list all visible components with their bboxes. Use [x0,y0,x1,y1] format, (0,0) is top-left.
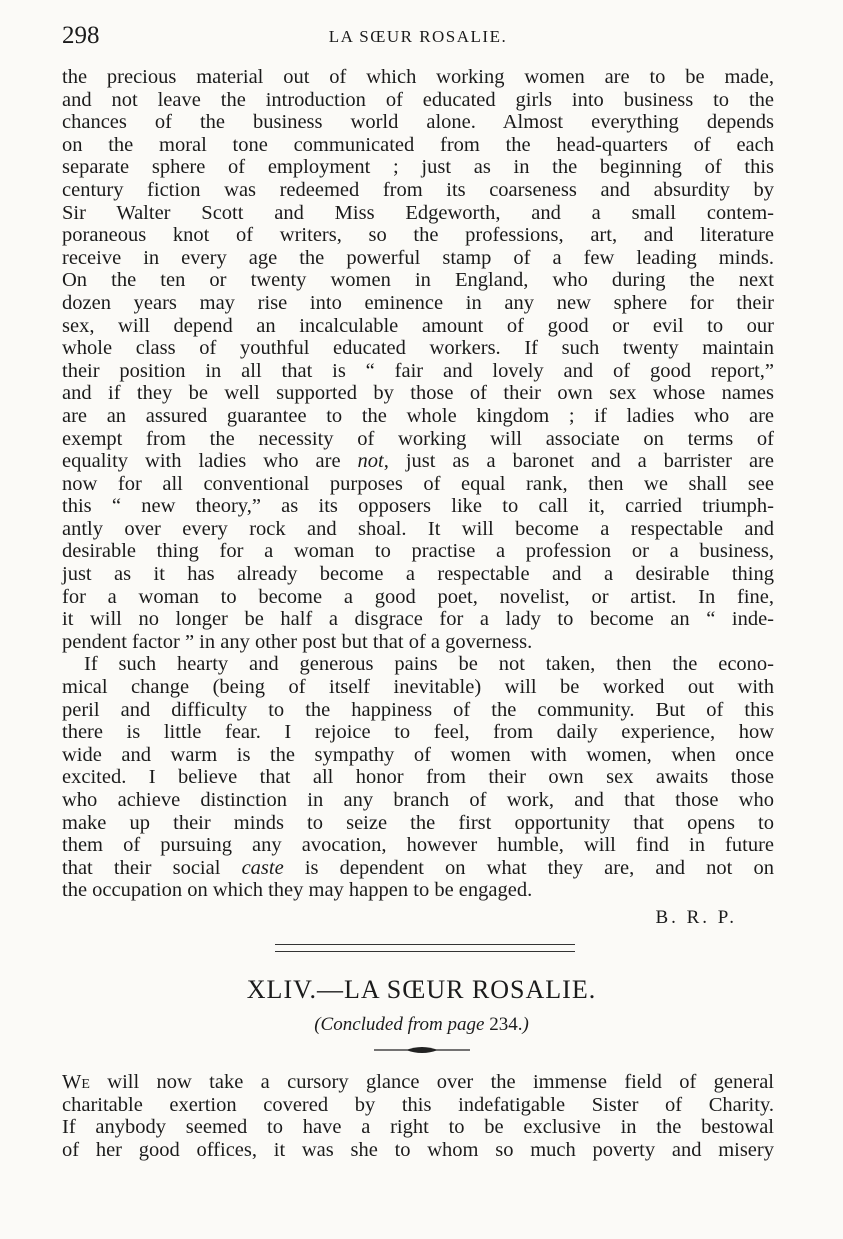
ornament-dash-icon [372,1044,472,1056]
text-line: and if they be well supported by those of their own sex whose names [62,382,774,405]
text-line-italic-caste: that their social caste is dependent on what they are, and not on [62,856,774,879]
text-line: are an assured guarantee to the whole kingdom ; if ladies who are [62,404,774,427]
text-line: them of pursuing any avocation, however humble, will find in future [62,834,774,857]
text-line: this “ new theory,” as its opposers like to call it, carried triumph- [62,495,774,518]
text-line: dozen years may rise into eminence in any new sphere for their [62,291,774,314]
text-line: desirable thing for a woman to practise a profession or a business, [62,540,774,563]
text-line: now for all conventional purposes of equal rank, then we shall see [62,472,774,495]
article-body [62,1071,774,1161]
page-number: 298 [62,22,100,49]
opening-word: We [62,1071,90,1093]
text-line: pendent factor ” in any other post but that of a governess. [62,630,533,653]
text-line: and not leave the introduction of educated girls into business to the [62,88,774,111]
text-line: mical change (being of itself inevitable) will be worked out with [62,676,774,699]
text-line: If anybody seemed to have a right to be exclusive in the bestowal [62,1116,774,1139]
text-line: their position in all that is “ fair and lovely and of good report,” [62,359,774,382]
text-line: on the moral tone communicated from the head-quarters of each [62,133,774,156]
text-line: make up their minds to seize the first opportunity that opens to [62,811,774,834]
text-line: the precious material out of which working women are to be made, [62,66,774,88]
text-line-first [62,1071,774,1094]
italic-word: not [357,450,384,473]
text-line: On the ten or twenty women in England, who during the next [62,269,774,292]
text-line: the occupation on which they may happen to be engaged. [62,879,533,902]
text-line: Sir Walter Scott and Miss Edgeworth, and a small contem- [62,201,774,224]
text-line: receive in every age the powerful stamp of a few leading minds. [62,246,774,269]
running-title: LA SŒUR ROSALIE. [328,27,508,46]
italic-word: caste [241,856,284,879]
section-divider [275,944,575,952]
text-line: for a woman to become a good poet, novelist, or artist. In fine, [62,585,774,608]
text-line: just as it has already become a respectable and a desirable thing [62,563,774,586]
text-line: If such hearty and generous pains be not taken, then the econo- [84,653,774,676]
subtitle-page: 234. [489,1014,523,1035]
text-line: of her good offices, it was she to whom so much poverty and misery [62,1138,774,1161]
text-line: separate sphere of employment ; just as in the beginning of this [62,156,774,179]
text-line: exempt from the necessity of working will associate on terms of [62,427,774,450]
author-signature: B. R. P. [655,907,737,928]
text-line: peril and difficulty to the happiness of the community. But of this [62,698,774,721]
text-line-rest: will now take a cursory glance over the immense field of general [107,1071,775,1093]
article-subtitle: (Concluded from page 234.) [314,1014,529,1035]
text-line: poraneous knot of writers, so the professions, art, and literature [62,224,774,247]
previous-article-text [62,66,774,902]
text-line: antly over every rock and shoal. It will become a respectable and [62,517,774,540]
running-header [62,22,774,50]
text-line: whole class of youthful educated workers. If such twenty maintain [62,337,774,360]
text-line: who achieve distinction in any branch of work, and that those who [62,789,774,811]
text-line: century fiction was redeemed from its coarseness and absurdity by [62,178,774,201]
text-line: chances of the business world alone. Almost everything depends [62,111,774,134]
text-line: sex, will depend an incalculable amount of good or evil to our [62,314,774,337]
text-line: excited. I believe that all honor from their own sex awaits those [62,766,774,789]
text-line: wide and warm is the sympathy of women with women, when once [62,743,774,766]
article-title: XLIV.—LA SŒUR ROSALIE. [246,975,597,1004]
text-line: it will no longer be half a disgrace for a lady to become an “ inde- [62,608,774,631]
subtitle-text: Concluded from page [320,1014,485,1035]
text-line: there is little fear. I rejoice to feel, from daily experience, how [62,721,774,744]
text-line: charitable exertion covered by this indefatigable Sister of Charity. [62,1093,774,1116]
text-line-italic-not: equality with ladies who are not, just as a baronet and a barrister are [62,450,774,473]
